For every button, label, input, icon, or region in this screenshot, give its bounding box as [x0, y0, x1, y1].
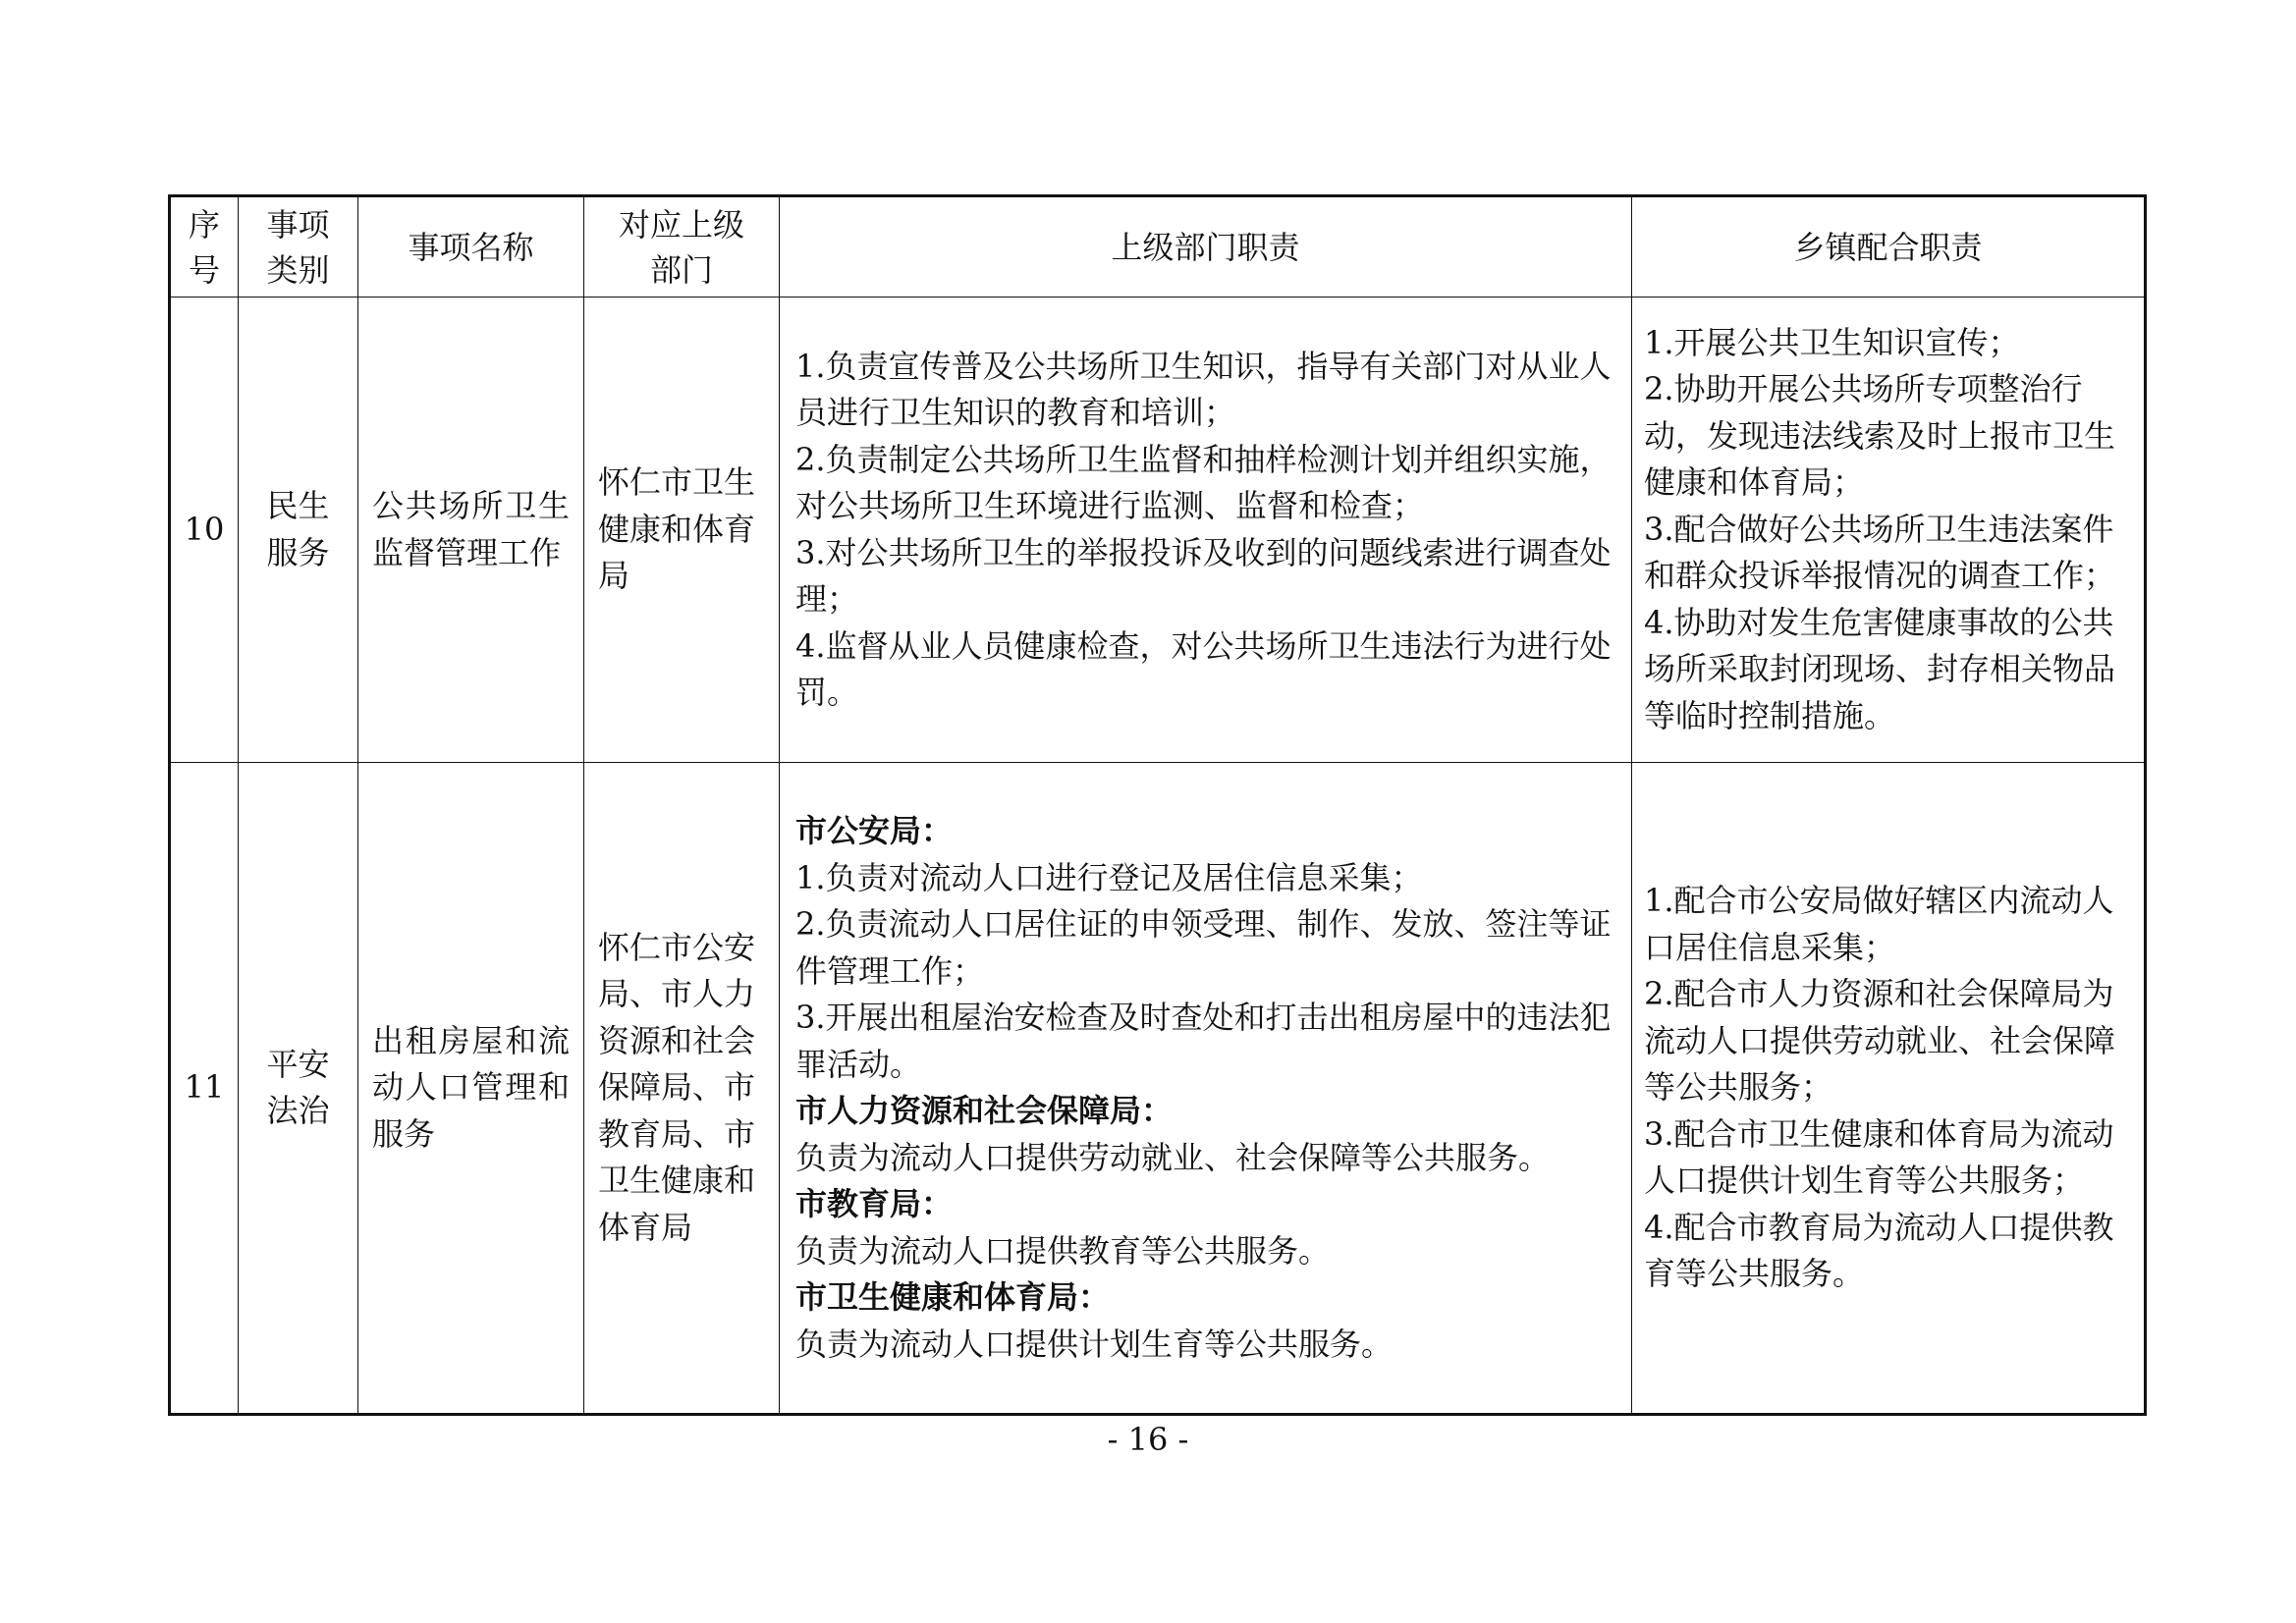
- row-item-name: 出租房屋和流动人口管理和服务: [358, 763, 584, 1415]
- row-item-name: 公共场所卫生监督管理工作: [358, 298, 584, 763]
- duty-item: 3.配合市卫生健康和体育局为流动人口提供计划生育等公共服务；: [1644, 1114, 2114, 1200]
- row-seq: 10: [170, 298, 239, 763]
- duty-item: 负责为流动人口提供计划生育等公共服务。: [795, 1325, 1394, 1363]
- table-row: [170, 298, 2146, 763]
- dept-heading: 市教育局：: [795, 1185, 954, 1222]
- header-category: 事项 类别: [239, 196, 358, 298]
- duty-item: 3.对公共场所卫生的举报投诉及收到的问题线索进行调查处理；: [795, 533, 1612, 618]
- duty-item: 2.负责制定公共场所卫生监督和抽样检测计划并组织实施，对公共场所卫生环境进行监测、监督和检查；: [795, 440, 1612, 524]
- duty-table: [168, 194, 2147, 1416]
- duty-item: 2.协助开展公共场所专项整治行动，发现违法线索及时上报市卫生健康和体育局；: [1644, 370, 2116, 502]
- header-town-duty: 乡镇配合职责: [1632, 196, 2146, 298]
- duty-item: 1.配合市公安局做好辖区内流动人口居住信息采集；: [1644, 882, 2114, 966]
- duty-item: 4.配合市教育局为流动人口提供教育等公共服务。: [1644, 1208, 2114, 1293]
- row-town-duty: [1632, 298, 2146, 763]
- header-upper-duty: 上级部门职责: [780, 196, 1632, 298]
- table-header: [170, 196, 2146, 298]
- header-dept: 对应上级 部门: [584, 196, 780, 298]
- row-seq: 11: [170, 763, 239, 1415]
- row-upper-duty: [780, 298, 1632, 763]
- table-row: [170, 763, 2146, 1415]
- header-seq: 序 号: [170, 196, 239, 298]
- duty-item: 3.开展出租屋治安检查及时查处和打击出租房屋中的违法犯罪活动。: [795, 999, 1612, 1083]
- row-town-duty: [1632, 763, 2146, 1415]
- duty-item: 3.配合做好公共场所卫生违法案件和群众投诉举报情况的调查工作；: [1644, 510, 2116, 595]
- dept-heading: 市卫生健康和体育局：: [795, 1278, 1111, 1316]
- page-number: - 16 -: [1107, 1421, 1189, 1458]
- duty-item: 2.负责流动人口居住证的申领受理、制作、发放、签注等证件管理工作；: [795, 905, 1612, 990]
- duty-item: 4.协助对发生危害健康事故的公共场所采取封闭现场、封存相关物品等临时控制措施。: [1644, 603, 2116, 734]
- duty-item: 1.开展公共卫生知识宣传；: [1644, 323, 2020, 361]
- duty-item: 负责为流动人口提供教育等公共服务。: [795, 1231, 1331, 1270]
- duty-item: 1.负责宣传普及公共场所卫生知识，指导有关部门对从业人员进行卫生知识的教育和培训；: [795, 347, 1612, 431]
- duty-item: 2.配合市人力资源和社会保障局为流动人口提供劳动就业、社会保障等公共服务；: [1644, 975, 2116, 1107]
- row-department: 怀仁市卫生健康和体育局: [584, 298, 780, 763]
- row-upper-duty: [780, 763, 1632, 1415]
- row-category: 平安 法治: [239, 763, 358, 1415]
- header-name: 事项名称: [358, 196, 584, 298]
- duty-item: 负责为流动人口提供劳动就业、社会保障等公共服务。: [795, 1138, 1551, 1176]
- row-category: 民生 服务: [239, 298, 358, 763]
- duty-item: 4.监督从业人员健康检查，对公共场所卫生违法行为进行处罚。: [795, 626, 1612, 711]
- dept-heading: 市人力资源和社会保障局：: [795, 1092, 1174, 1129]
- header-row: [170, 196, 2146, 298]
- dept-heading: 市公安局：: [795, 812, 954, 849]
- duty-item: 1.负责对流动人口进行登记及居住信息采集；: [795, 858, 1423, 896]
- row-department: 怀仁市公安局、市人力资源和社会保障局、市教育局、市卫生健康和体育局: [584, 763, 780, 1415]
